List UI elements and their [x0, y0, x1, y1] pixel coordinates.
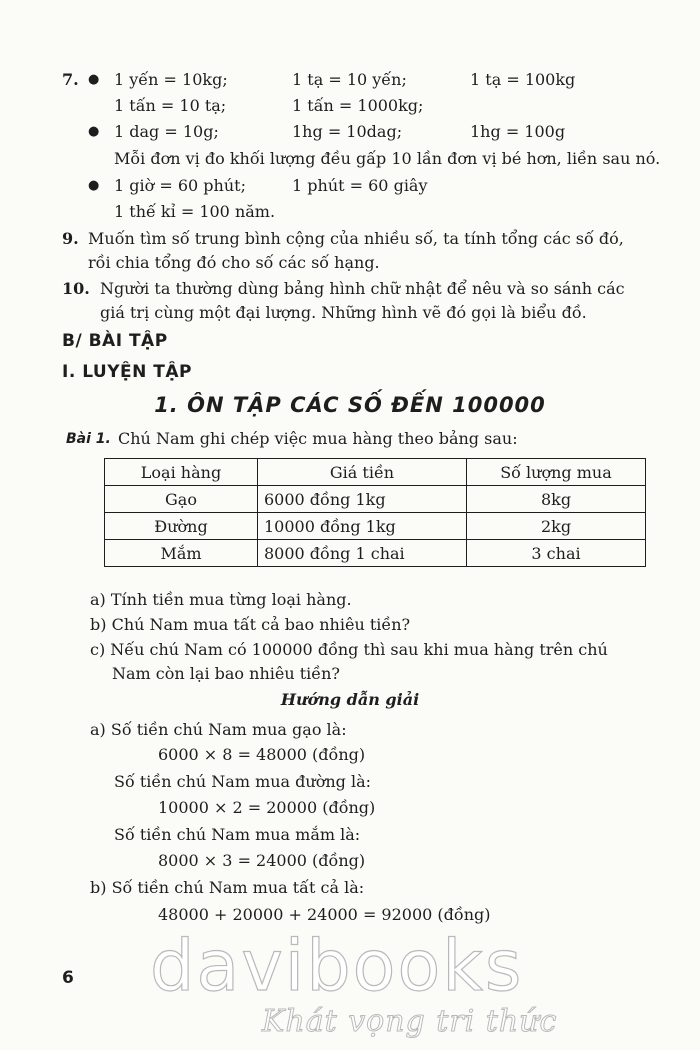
solution-line: Số tiền chú Nam mua đường là: — [114, 772, 372, 791]
item-9-number: 9. — [62, 229, 79, 248]
exercise-label: Bài 1. — [66, 431, 111, 447]
item-9-line: Muốn tìm số trung bình cộng của nhiều số, ta tính tổng các số đó, — [88, 229, 624, 248]
exercise-prompt: Chú Nam ghi chép việc mua hàng theo bảng sau: — [118, 429, 518, 448]
unit-text: 1hg = 100g — [470, 122, 566, 141]
item-7-number: 7. — [62, 70, 79, 89]
unit-text: 1 tạ = 10 yến; — [292, 70, 407, 89]
solution-line: Số tiền chú Nam mua mắm là: — [114, 825, 361, 844]
bullet-icon: ● — [88, 124, 100, 139]
table-cell: 10000 đồng 1kg — [258, 513, 467, 540]
solution-calc: 8000 × 3 = 24000 (đồng) — [158, 851, 366, 870]
solution-calc: 48000 + 20000 + 24000 = 92000 (đồng) — [158, 905, 491, 924]
column-header: Giá tiền — [258, 459, 467, 486]
solution-line: a) Số tiền chú Nam mua gạo là: — [90, 720, 347, 739]
purchase-table — [104, 458, 646, 567]
question-b: b) Chú Nam mua tất cả bao nhiêu tiền? — [90, 615, 411, 634]
question-c-continued: Nam còn lại bao nhiêu tiền? — [112, 664, 340, 683]
item-10-line: Người ta thường dùng bảng hình chữ nhật để nêu và so sánh các — [100, 279, 625, 298]
unit-text: 1 phút = 60 giây — [292, 176, 428, 195]
section-heading: I. LUYỆN TẬP — [62, 362, 193, 382]
table-cell: 6000 đồng 1kg — [258, 486, 467, 513]
item-9-line: rồi chia tổng đó cho số các số hạng. — [88, 253, 380, 272]
unit-text: 1 thế kỉ = 100 năm. — [114, 202, 276, 221]
bullet-icon: ● — [88, 72, 100, 87]
solution-calc: 10000 × 2 = 20000 (đồng) — [158, 798, 376, 817]
table-header-row — [105, 459, 646, 486]
watermark-slogan: Khát vọng tri thức — [262, 1004, 558, 1039]
page-number: 6 — [62, 968, 74, 988]
table-cell: 8000 đồng 1 chai — [258, 540, 467, 567]
solution-calc: 6000 × 8 = 48000 (đồng) — [158, 745, 366, 764]
column-header: Loại hàng — [105, 459, 258, 486]
table-cell: 2kg — [467, 513, 646, 540]
solution-line: b) Số tiền chú Nam mua tất cả là: — [90, 878, 365, 897]
table-cell: 3 chai — [467, 540, 646, 567]
item-10-number: 10. — [62, 279, 90, 298]
unit-text: 1 tấn = 10 tạ; — [114, 96, 227, 115]
unit-text: 1hg = 10dag; — [292, 122, 403, 141]
guide-title: Hướng dẫn giải — [280, 690, 420, 709]
bullet-icon: ● — [88, 178, 100, 193]
unit-text: 1 giờ = 60 phút; — [114, 176, 246, 195]
lesson-title: 1. ÔN TẬP CÁC SỐ ĐẾN 100000 — [154, 393, 546, 417]
unit-text: 1 tấn = 1000kg; — [292, 96, 424, 115]
watermark-brand: davibooks — [150, 925, 524, 1007]
question-c: c) Nếu chú Nam có 100000 đồng thì sau khi mua hàng trên chú — [90, 640, 608, 659]
table-row — [105, 513, 646, 540]
unit-text: 1 dag = 10g; — [114, 122, 219, 141]
table-cell: Đường — [105, 513, 258, 540]
item-10-line: giá trị cùng một đại lượng. Những hình vẽ đó gọi là biểu đồ. — [100, 303, 587, 322]
unit-text: 1 tạ = 100kg — [470, 70, 576, 89]
table-cell: Mắm — [105, 540, 258, 567]
question-a: a) Tính tiền mua từng loại hàng. — [90, 590, 352, 609]
table-cell: Gạo — [105, 486, 258, 513]
table-row — [105, 486, 646, 513]
mass-note: Mỗi đơn vị đo khối lượng đều gấp 10 lần đơn vị bé hơn, liền sau nó. — [114, 149, 661, 168]
section-heading: B/ BÀI TẬP — [62, 331, 168, 351]
unit-text: 1 yến = 10kg; — [114, 70, 228, 89]
table-row — [105, 540, 646, 567]
table-cell: 8kg — [467, 486, 646, 513]
column-header: Số lượng mua — [467, 459, 646, 486]
